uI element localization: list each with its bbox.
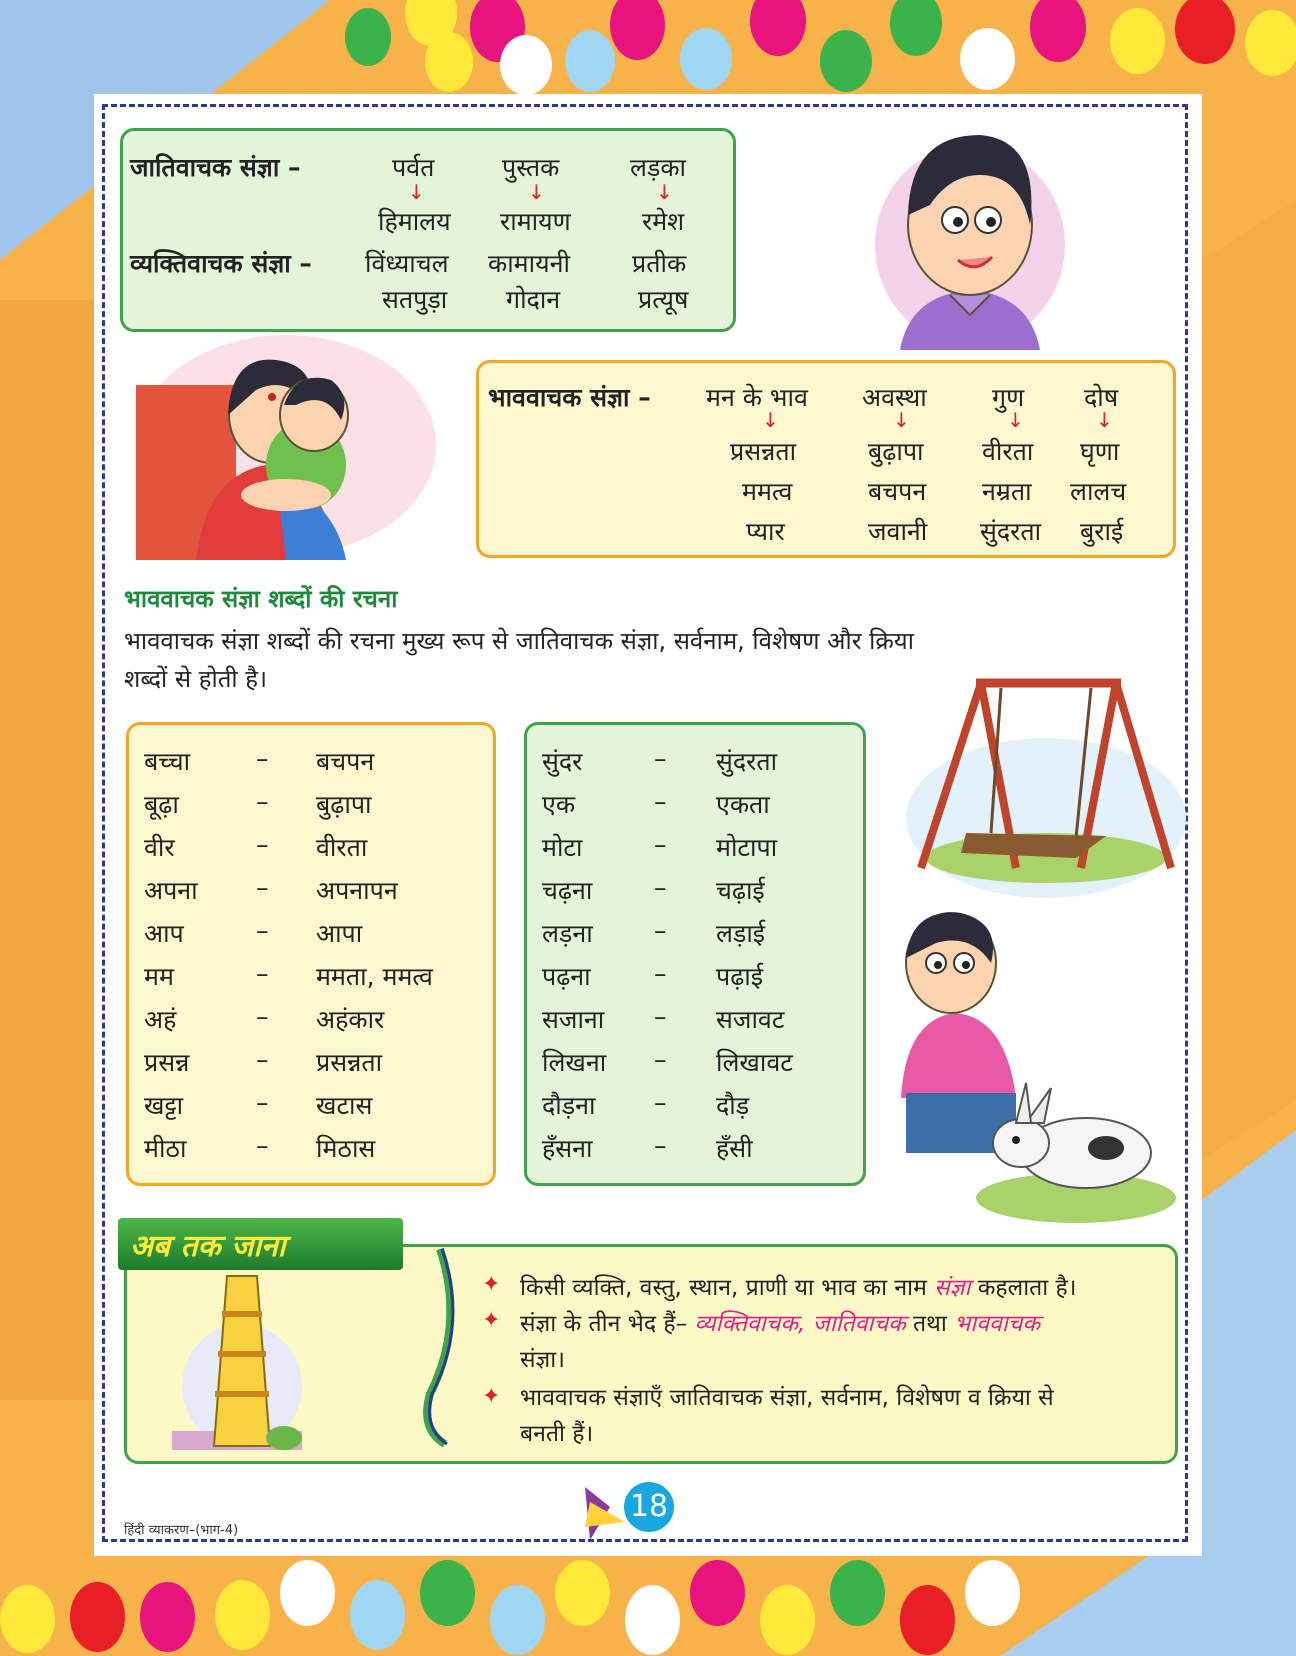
list-item-word: वीर [144,833,175,862]
list-item-bhav-word: आपा [316,919,363,948]
list-item-word: लड़ना [542,919,593,948]
list-item-word: एक [542,790,576,819]
list-item-word: खट्टा [144,1091,184,1120]
vyakti-example: रमेश [642,207,685,236]
vyakti-example: प्रत्यूष [638,285,689,314]
bhav-word: नम्रता [982,477,1032,506]
list-item-bhav-word: दौड़ [716,1091,750,1120]
bhav-word: बुढ़ापा [868,437,924,466]
bhav-word: जवानी [868,517,928,546]
list-item-dash: – [654,1002,667,1031]
bhav-word: सुंदरता [980,517,1042,546]
down-arrow-icon: ↓ [1096,408,1113,432]
list-item-bhav-word: मोटापा [716,833,778,862]
jati-word: पर्वत [392,153,435,182]
rachna-heading: भाववाचक संज्ञा शब्दों की रचना [124,585,398,613]
list-item-word: मोटा [542,833,583,862]
boy-rabbit-illustration [876,908,1176,1228]
jati-word: लड़का [630,153,687,182]
list-item-dash: – [654,1045,667,1074]
list-item-word: पढ़ना [542,962,591,991]
down-arrow-icon: ↓ [528,180,545,204]
summary-highlight: व्यक्तिवाचक, जातिवाचक [694,1311,906,1337]
bhav-head: मन के भाव [706,383,808,412]
list-item-dash: – [654,1131,667,1160]
bhav-label: भाववाचक संज्ञा – [488,383,651,412]
summary-bullet-2-line2: संज्ञा। [520,1347,565,1373]
qutub-minar-illustration [172,1266,302,1450]
list-item-bhav-word: सुंदरता [716,747,778,776]
bhav-head: अवस्था [862,383,927,412]
list-item-word: सजाना [542,1005,605,1034]
vyakti-example: प्रतीक [632,249,687,278]
mother-child-illustration [136,335,436,560]
list-item-word: दौड़ना [542,1091,596,1120]
vyakti-example: रामायण [500,207,571,236]
list-item-bhav-word: अपनापन [316,876,398,905]
bhav-word: बुराई [1080,517,1124,546]
bhav-word: लालच [1070,477,1127,506]
list-item-bhav-word: लिखावट [716,1048,793,1077]
jati-label: जातिवाचक संज्ञा – [130,153,301,182]
down-arrow-icon: ↓ [1007,408,1024,432]
swing-illustration [906,668,1186,898]
bhav-word: ममत्व [742,477,793,506]
list-item-dash: – [256,1131,269,1160]
summary-text: कहलाता है। [970,1275,1077,1301]
list-item-word: मम [144,962,174,991]
list-item-word: बूढ़ा [144,790,179,819]
rachna-paragraph-line2: शब्दों से होती है। [124,665,268,693]
jati-word: पुस्तक [502,153,560,182]
book-title: हिंदी व्याकरण–(भाग-4) [124,1523,239,1538]
page-number: 18 [624,1482,674,1532]
vyakti-example: गोदान [506,285,561,314]
list-item-word: अहं [144,1005,177,1034]
summary-banner-text: अब तक जाना [130,1229,286,1264]
vyakti-example: विंध्याचल [365,249,449,278]
star-bullet-icon: ✦ [482,1308,501,1333]
list-item-bhav-word: खटास [316,1091,373,1120]
list-item-dash: – [256,873,269,902]
list-item-word: बच्चा [144,747,191,776]
vyakti-example: कामायनी [488,249,570,278]
ribbon-decoration [420,1244,470,1450]
list-item-bhav-word: एकता [716,790,770,819]
list-item-bhav-word: बचपन [316,747,375,776]
list-item-word: मीठा [144,1134,187,1163]
star-bullet-icon: ✦ [482,1384,501,1409]
bhav-head: गुण [992,383,1025,412]
list-item-word: अपना [144,876,198,905]
summary-text: तथा [905,1311,955,1337]
list-item-word: आप [144,919,184,948]
summary-text: किसी व्यक्ति, वस्तु, स्थान, प्राणी या भाव का नाम [520,1275,935,1301]
list-item-dash: – [654,873,667,902]
list-item-bhav-word: सजावट [716,1005,785,1034]
list-item-word: प्रसन्न [144,1048,190,1077]
list-item-dash: – [256,830,269,859]
list-item-word: हँसना [542,1134,593,1163]
list-item-word: चढ़ना [542,876,593,905]
list-item-word: सुंदर [542,747,583,776]
list-item-dash: – [654,1088,667,1117]
rachna-paragraph-line1: भाववाचक संज्ञा शब्दों की रचना मुख्य रूप से जातिवाचक संज्ञा, सर्वनाम, विशेषण और क्रिया [124,627,914,655]
bhav-word: वीरता [982,437,1034,466]
summary-bullet-3-line2: बनती हैं। [520,1421,594,1447]
list-item-dash: – [256,959,269,988]
list-item-bhav-word: हँसी [716,1134,753,1163]
star-bullet-icon: ✦ [482,1272,501,1297]
vyakti-label: व्यक्तिवाचक संज्ञा – [130,249,312,278]
list-item-dash: – [256,744,269,773]
summary-bullet-1 [520,1270,1076,1302]
list-item-bhav-word: पढ़ाई [716,962,764,991]
list-item-dash: – [256,1045,269,1074]
page-number-decoration [580,1482,630,1542]
bhav-word: प्यार [746,517,785,546]
list-item-bhav-word: अहंकार [316,1005,385,1034]
list-item-dash: – [654,959,667,988]
list-item-bhav-word: ममता, ममत्व [316,962,433,991]
summary-highlight: भाववाचक [954,1311,1041,1337]
list-item-bhav-word: वीरता [316,833,368,862]
list-item-dash: – [654,830,667,859]
list-item-dash: – [654,916,667,945]
summary-highlight: संज्ञा [934,1275,971,1301]
bhav-word: बचपन [868,477,927,506]
summary-bullet-2 [520,1306,1040,1338]
list-item-dash: – [256,787,269,816]
down-arrow-icon: ↓ [762,408,779,432]
summary-bullet-3: भाववाचक संज्ञाएँ जातिवाचक संज्ञा, सर्वनाम, विशेषण व क्रिया से [520,1385,1054,1411]
summary-text: संज्ञा के तीन भेद हैं– [520,1311,695,1337]
vyakti-example: सतपुड़ा [382,285,448,314]
bhav-word: घृणा [1080,437,1120,466]
list-item-bhav-word: बुढ़ापा [316,790,372,819]
down-arrow-icon: ↓ [408,180,425,204]
down-arrow-icon: ↓ [893,408,910,432]
list-item-dash: – [654,787,667,816]
list-item-dash: – [654,744,667,773]
list-item-dash: – [256,1002,269,1031]
boy-illustration [870,115,1070,350]
list-item-dash: – [256,916,269,945]
list-item-dash: – [256,1088,269,1117]
list-item-bhav-word: लड़ाई [716,919,766,948]
vyakti-example: हिमालय [378,207,451,236]
list-item-bhav-word: मिठास [316,1134,376,1163]
list-item-bhav-word: प्रसन्नता [316,1048,383,1077]
summary-banner [118,1218,403,1270]
down-arrow-icon: ↓ [656,180,673,204]
list-item-word: लिखना [542,1048,607,1077]
bhav-head: दोष [1084,383,1119,412]
bhav-word: प्रसन्नता [730,437,797,466]
list-item-bhav-word: चढ़ाई [716,876,765,905]
